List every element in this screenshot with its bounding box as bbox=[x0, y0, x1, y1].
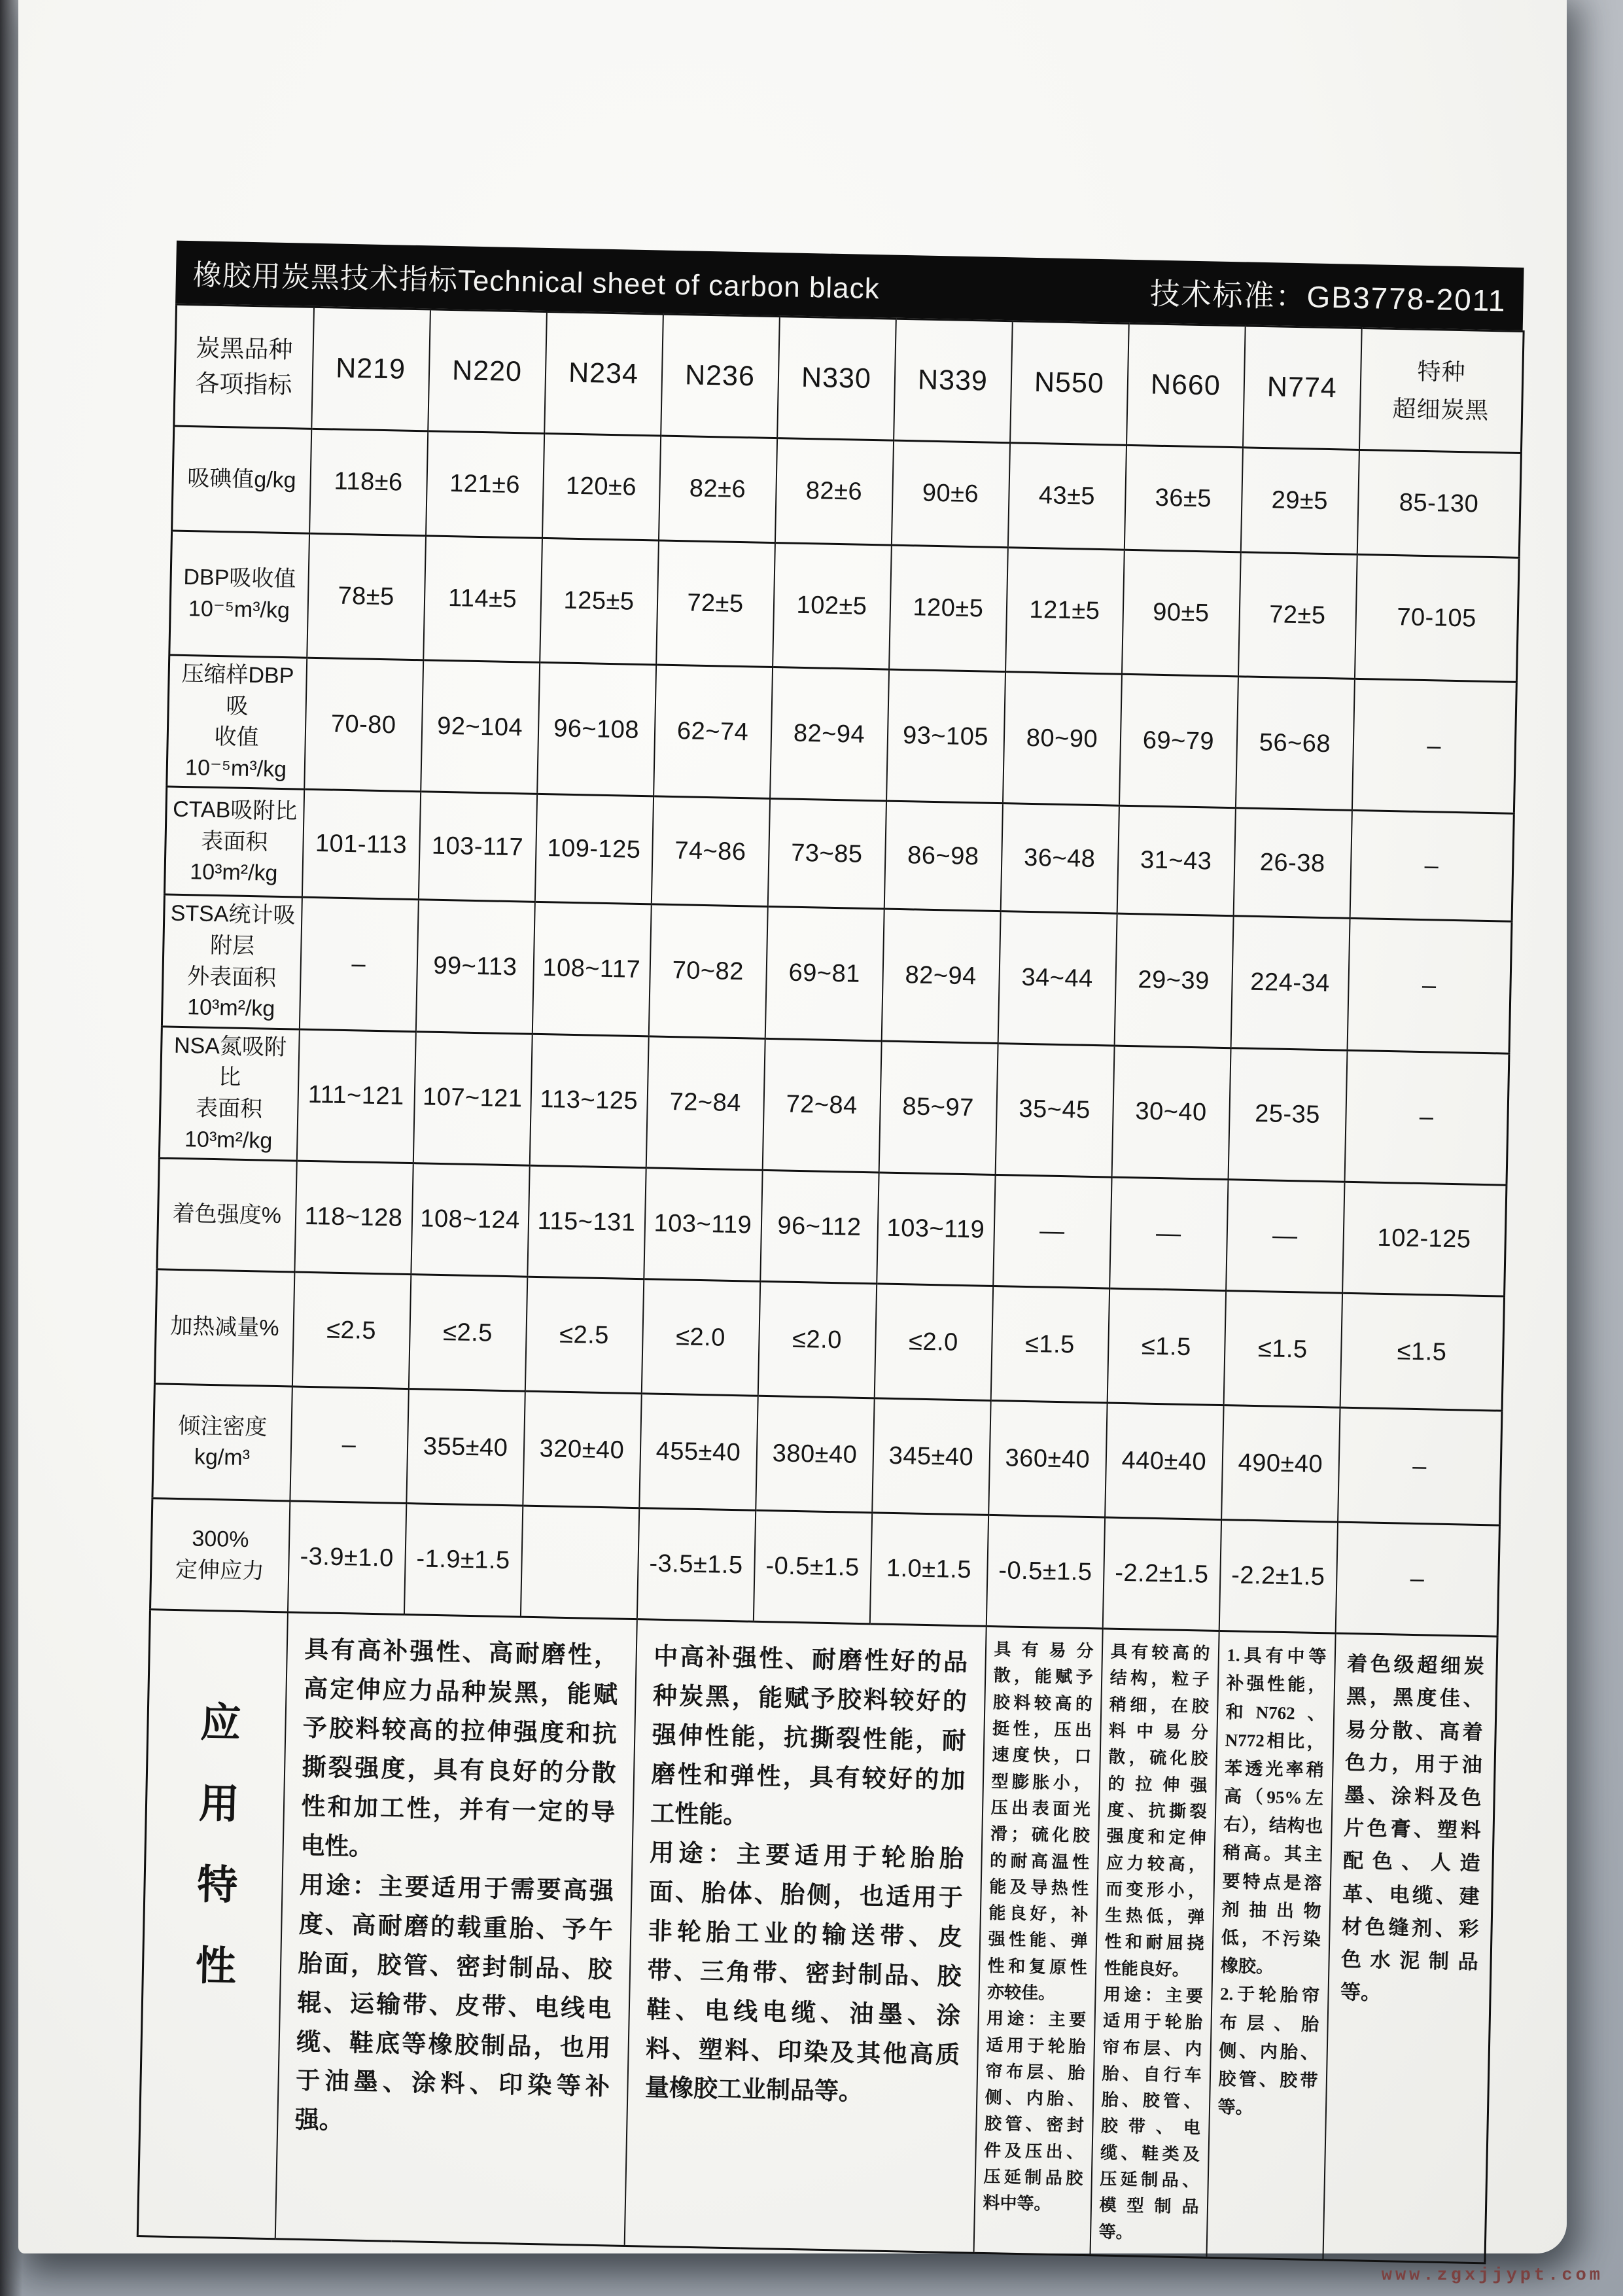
table-cell: 103-117 bbox=[418, 792, 536, 902]
table-cell: -1.9±1.5 bbox=[404, 1504, 522, 1617]
column-header: N660 bbox=[1126, 323, 1246, 448]
table-cell: 320±40 bbox=[523, 1391, 641, 1508]
table-cell: 36±5 bbox=[1124, 445, 1242, 552]
table-cell: — bbox=[1109, 1177, 1228, 1291]
table-cell: 99~113 bbox=[415, 900, 534, 1034]
table-cell: 82±6 bbox=[658, 436, 777, 543]
row-label: 着色强度% bbox=[157, 1158, 296, 1272]
technical-sheet bbox=[137, 241, 1524, 2265]
table-cell: ≤2.5 bbox=[292, 1272, 410, 1389]
table-cell: ≤2.0 bbox=[758, 1281, 876, 1398]
row-label: 吸碘值g/kg bbox=[172, 426, 311, 533]
table-cell: 118±6 bbox=[309, 429, 428, 536]
table-cell: 440±40 bbox=[1105, 1403, 1223, 1520]
table-cell: 72~84 bbox=[646, 1036, 765, 1171]
table-cell: 29~39 bbox=[1114, 914, 1233, 1048]
table-cell: ≤1.5 bbox=[990, 1286, 1109, 1404]
table-cell: 86~98 bbox=[884, 801, 1002, 911]
table-cell: 224-34 bbox=[1230, 916, 1350, 1050]
corner-header: 炭黑品种 各项指标 bbox=[174, 304, 314, 429]
table-cell: 111~121 bbox=[296, 1029, 415, 1163]
column-header: N774 bbox=[1242, 326, 1361, 450]
row-label: 300% 定伸应力 bbox=[150, 1498, 290, 1612]
application-label bbox=[137, 1610, 287, 2239]
table-cell: 43±5 bbox=[1007, 443, 1126, 550]
table-cell: 30~40 bbox=[1111, 1046, 1230, 1180]
table-cell: 72~84 bbox=[762, 1038, 881, 1173]
table-cell: -2.2±1.5 bbox=[1102, 1517, 1221, 1631]
watermark-text: www.zgxjjypt.com bbox=[1381, 2266, 1603, 2286]
table-cell: 62~74 bbox=[654, 665, 773, 799]
table-cell: 72±5 bbox=[1238, 552, 1357, 679]
table-cell: 73~85 bbox=[767, 799, 886, 910]
row-label: 倾注密度 kg/m³ bbox=[152, 1384, 292, 1501]
row-label: 加热减量% bbox=[154, 1269, 294, 1386]
paper-sheet bbox=[18, 0, 1567, 2253]
table-cell: 92~104 bbox=[421, 660, 540, 794]
row-label: CTAB吸附比 表面积10³m²/kg bbox=[164, 786, 304, 897]
table-cell: 70-80 bbox=[304, 658, 423, 792]
table-cell: 69~79 bbox=[1119, 674, 1238, 808]
table-cell: – bbox=[1338, 1407, 1502, 1525]
table-cell: 118~128 bbox=[294, 1161, 413, 1275]
table-cell: — bbox=[993, 1175, 1111, 1289]
table-cell: 490±40 bbox=[1221, 1405, 1340, 1523]
table-cell: 102-125 bbox=[1342, 1182, 1507, 1296]
table-row bbox=[159, 1027, 1509, 1186]
row-label: 压缩样DBP吸 收值10⁻⁵m³/kg bbox=[167, 655, 307, 790]
column-header: N234 bbox=[544, 311, 663, 436]
table-cell: – bbox=[1344, 1050, 1509, 1185]
table-cell: 360±40 bbox=[988, 1401, 1107, 1518]
table-cell: 121±5 bbox=[1005, 548, 1125, 675]
table-cell: 96~108 bbox=[537, 662, 656, 796]
table-cell: ≤1.5 bbox=[1223, 1291, 1342, 1408]
table-cell: 80~90 bbox=[1002, 672, 1121, 806]
table-row bbox=[162, 894, 1512, 1053]
table-cell: 36~48 bbox=[1000, 804, 1119, 914]
table-cell: 70~82 bbox=[648, 904, 767, 1038]
table-cell: 109-125 bbox=[534, 794, 653, 905]
table-cell: 35~45 bbox=[995, 1043, 1114, 1177]
table-cell: 345±40 bbox=[872, 1398, 990, 1515]
table-cell: 108~117 bbox=[532, 902, 651, 1036]
application-cell-n774: 1.具有中等补强性能，和N762、N772相比，苯透光率稍高（95%左右），结构也稍高。其主要特点是溶剂抽出物低，不污染橡胶。 2.于轮胎帘布层、胎侧、内胎、胶管、胶带等。 bbox=[1206, 1631, 1335, 2260]
table-cell: 120±6 bbox=[542, 433, 660, 540]
table-cell: — bbox=[1226, 1180, 1344, 1294]
carbon-black-spec-table bbox=[137, 304, 1525, 2265]
table-cell: -0.5±1.5 bbox=[753, 1510, 871, 1624]
table-cell: 34~44 bbox=[998, 911, 1117, 1046]
table-cell: 125±5 bbox=[540, 538, 659, 665]
table-cell: -2.2±1.5 bbox=[1219, 1520, 1337, 1634]
table-cell: 120±5 bbox=[889, 545, 1008, 672]
table-cell: 114±5 bbox=[423, 536, 542, 663]
table-cell: 78±5 bbox=[307, 533, 426, 660]
table-cell: -3.9±1.0 bbox=[287, 1501, 406, 1615]
table-cell: 29±5 bbox=[1240, 448, 1359, 555]
table-cell: – bbox=[1352, 679, 1516, 813]
table-cell: 102±5 bbox=[773, 543, 892, 670]
table-cell: 25-35 bbox=[1228, 1048, 1347, 1182]
table-cell: 85-130 bbox=[1357, 450, 1521, 557]
application-cell-n660: 具有较高的结构，粒子稍细，在胶料中易分散，硫化胶的拉伸强度、抗撕裂强度和定伸应力较高，而变形小，生热低，弹性和耐屈挠性能良好。 用途：主要适用于轮胎帘布层、内胎、自行车胎、胶管、胶带、电缆、鞋类及压延制品、模型制品等。 bbox=[1090, 1629, 1219, 2257]
row-label: STSA统计吸附层 外表面积10³m²/kg bbox=[162, 894, 302, 1029]
table-cell: 93~105 bbox=[886, 669, 1005, 804]
table-cell: 455±40 bbox=[639, 1394, 758, 1511]
column-header: 特种 超细炭黑 bbox=[1359, 328, 1524, 453]
row-label: NSA氮吸附比 表面积10³m²/kg bbox=[159, 1027, 299, 1161]
table-cell: 101-113 bbox=[302, 790, 420, 900]
table-cell: ≤2.0 bbox=[874, 1284, 992, 1401]
table-cell: ≤2.5 bbox=[408, 1275, 527, 1392]
column-header: N220 bbox=[428, 309, 547, 434]
table-cell: 90±5 bbox=[1121, 550, 1240, 677]
column-header: N236 bbox=[661, 314, 780, 438]
table-cell: ≤1.5 bbox=[1340, 1293, 1504, 1411]
table-cell: 26-38 bbox=[1233, 808, 1352, 919]
table-cell: ≤2.0 bbox=[641, 1279, 759, 1396]
table-cell: -0.5±1.5 bbox=[986, 1515, 1104, 1629]
application-cell-n550: 具有易分散，能赋予胶料较高的挺性，压出速度快，口型膨胀小，压出表面光滑；硫化胶的耐高温性能及导热性能良好，补强性能、弹性和复原性亦较佳。 用途：主要适用于轮胎帘布层、胎侧、内胎、胶管、密封件及压出、压延制品胶料中等。 bbox=[973, 1626, 1102, 2255]
table-cell: – bbox=[299, 898, 418, 1032]
table-cell: – bbox=[1350, 811, 1514, 922]
column-header: N330 bbox=[777, 317, 896, 441]
table-cell: 113~125 bbox=[529, 1034, 648, 1168]
table-cell: 70-105 bbox=[1354, 554, 1519, 682]
column-header: N339 bbox=[894, 319, 1013, 443]
table-cell: 85~97 bbox=[879, 1041, 998, 1175]
sheet-title: 橡胶用炭黑技术指标Technical sheet of carbon black bbox=[192, 259, 881, 306]
application-cell-special: 着色级超细炭黑，黑度佳、易分散、高着色力，用于油墨、涂料及色片色膏、塑料配色、人造革、电缆、建材色缝剂、彩色水泥制品等。 bbox=[1323, 1633, 1497, 2263]
table-cell: 107~121 bbox=[413, 1031, 532, 1165]
table-cell: 74~86 bbox=[651, 796, 769, 907]
column-header: N550 bbox=[1010, 321, 1129, 446]
table-cell: – bbox=[1335, 1522, 1499, 1636]
table-cell: 72±5 bbox=[656, 540, 775, 667]
table-row bbox=[167, 655, 1517, 814]
table-cell: 82~94 bbox=[881, 909, 1000, 1043]
table-cell: 108~124 bbox=[411, 1163, 529, 1277]
application-cell-n236-n339: 中高补强性、耐磨性好的品种炭黑，能赋予胶料较好的强伸性能，抗撕裂性能，耐磨性和弹性，具有较好的加工性能。 用途：主要适用于轮胎胎面、胎体、胎侧，也适用于非轮胎工业的输送带、皮带、三角带、密封制品、胶鞋、电线电缆、油墨、涂料、塑料、印染及其他高质量橡胶工业制品等。 bbox=[624, 1619, 986, 2253]
application-cell-n219-n234: 具有高补强性、高耐磨性，高定伸应力品种炭黑，能赋予胶料较高的拉伸强度和抗撕裂强度，具有良好的分散性和加工性，并有一定的导电性。 用途：主要适用于需要高强度、高耐磨的载重胎、予午胎面，胶管、密封制品、胶辊、运输带、皮带、电线电缆、鞋底等橡胶制品，也用于油墨、涂料、印染等补强。 bbox=[275, 1612, 637, 2246]
table-cell: 69~81 bbox=[765, 907, 884, 1041]
column-header: N219 bbox=[311, 307, 430, 431]
table-cell: ≤1.5 bbox=[1107, 1288, 1225, 1405]
table-cell: 355±40 bbox=[406, 1389, 525, 1506]
table-cell: 96~112 bbox=[760, 1170, 879, 1284]
table-cell: 90±6 bbox=[891, 440, 1009, 548]
table-cell: 121±6 bbox=[426, 431, 544, 539]
row-label: DBP吸收值 10⁻⁵m³/kg bbox=[169, 531, 309, 658]
table-cell: -3.5±1.5 bbox=[637, 1508, 755, 1622]
application-row bbox=[137, 1610, 1497, 2263]
table-cell bbox=[520, 1506, 638, 1619]
table-cell: 82±6 bbox=[775, 438, 893, 546]
table-cell: 103~119 bbox=[877, 1173, 995, 1286]
table-cell: 1.0±1.5 bbox=[869, 1513, 988, 1627]
table-cell: – bbox=[290, 1386, 408, 1504]
table-cell: ≤2.5 bbox=[525, 1277, 643, 1394]
table-cell: 31~43 bbox=[1117, 806, 1235, 917]
table-cell: 115~131 bbox=[527, 1165, 646, 1279]
table-cell: 82~94 bbox=[770, 667, 889, 802]
application-label-text: 应用特性 bbox=[188, 1700, 239, 2026]
table-cell: 56~68 bbox=[1235, 677, 1354, 811]
table-cell: – bbox=[1347, 919, 1512, 1053]
table-cell: 103~119 bbox=[644, 1168, 762, 1282]
table-cell: 380±40 bbox=[756, 1396, 874, 1513]
standard-label: 技术标准：GB3778-2011 bbox=[1149, 276, 1507, 318]
